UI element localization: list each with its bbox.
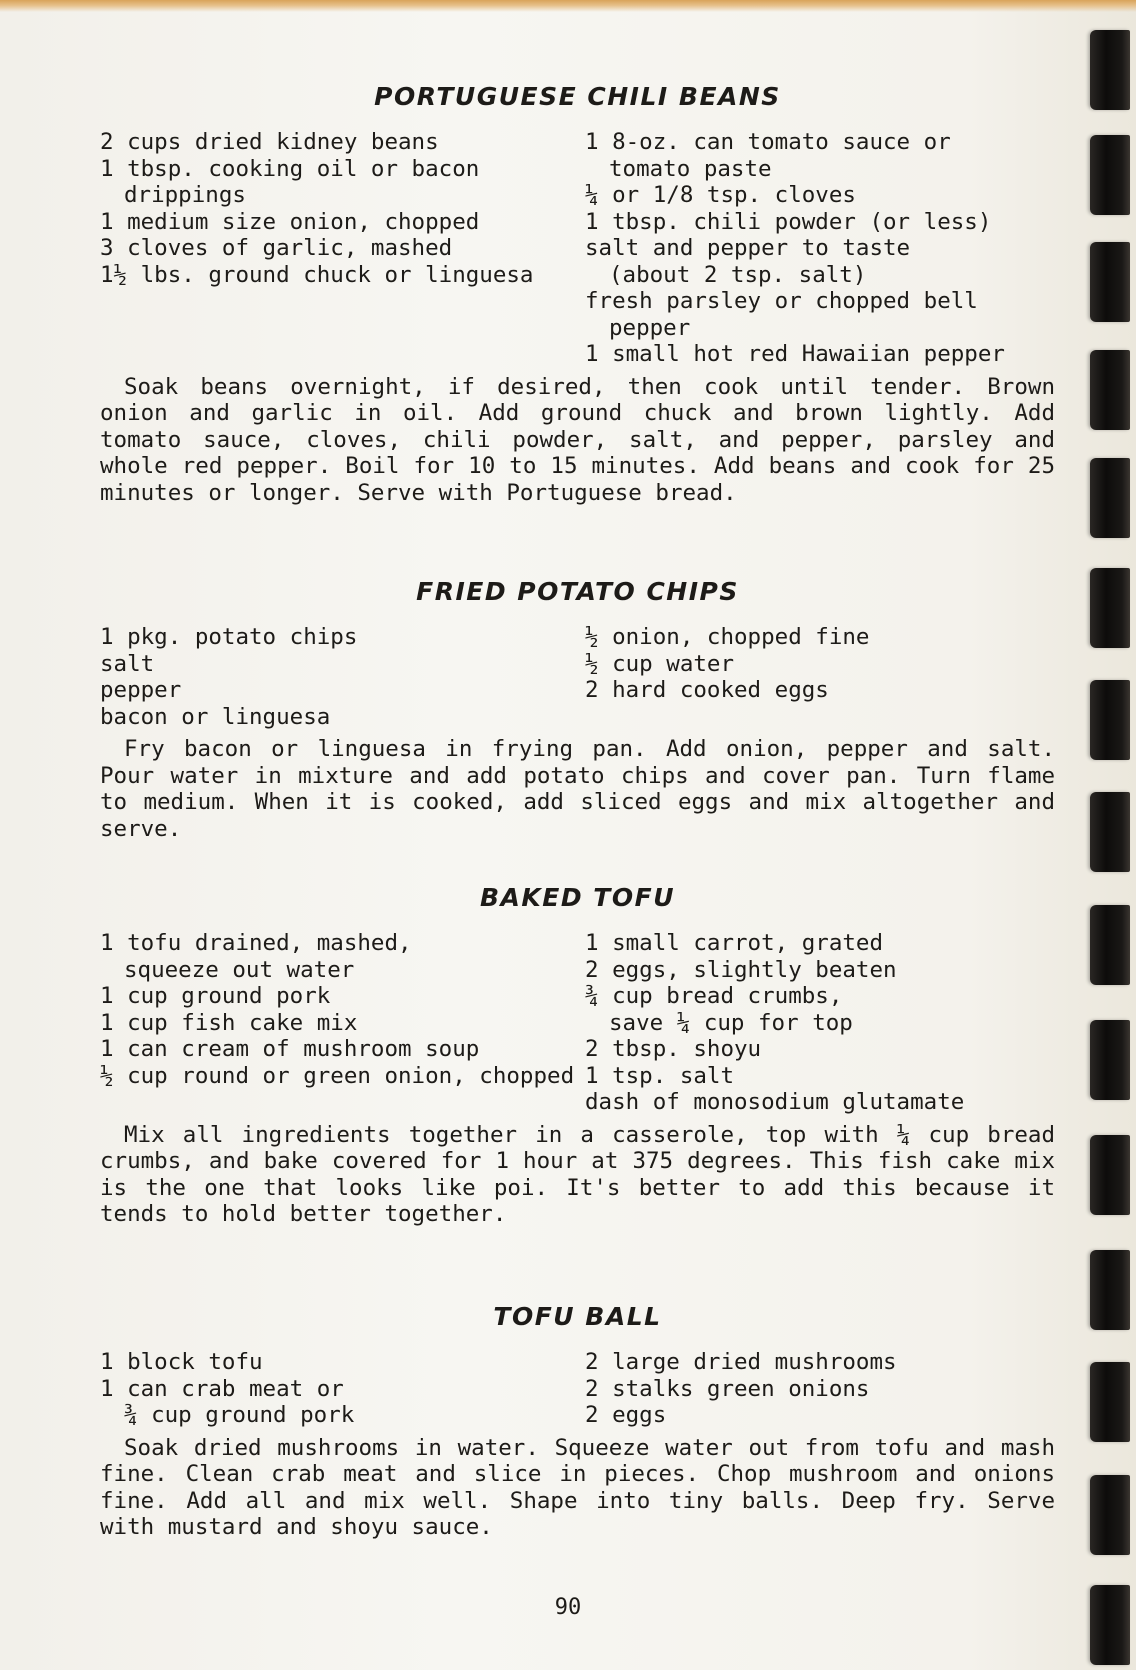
ingredient: ¼ or 1/8 tsp. cloves bbox=[585, 182, 856, 208]
ingredient: ¾ cup ground pork bbox=[124, 1402, 355, 1428]
spiral-binding bbox=[1066, 0, 1136, 1670]
ingredient: 1 pkg. potato chips bbox=[100, 624, 358, 650]
ingredient: 2 tbsp. shoyu bbox=[585, 1036, 762, 1062]
ingredient: 1 small hot red Hawaiian pepper bbox=[585, 341, 1005, 367]
ingredients-right bbox=[585, 129, 1055, 368]
recipe-title: BAKED TOFU bbox=[480, 883, 675, 912]
recipe-title: FRIED POTATO CHIPS bbox=[416, 577, 739, 606]
binding-ring bbox=[1090, 135, 1130, 215]
ingredient: pepper bbox=[100, 677, 182, 703]
ingredients-left bbox=[100, 624, 585, 730]
ingredients-right bbox=[585, 624, 1055, 730]
recipe-directions: Soak beans overnight, if desired, then cook until tender. Brown onion and garlic in oil. Add ground chuck and brown lightly. Add tomato sauce, cloves, chili powder, salt, and pepper, parsley and whole red pepper. Boil for 10 to 15 minutes. Add beans and cook for 25 minutes or longer. Serve with Portuguese bread. bbox=[100, 373, 1055, 506]
ingredient: 3 cloves of garlic, mashed bbox=[100, 235, 453, 261]
ingredient-columns bbox=[100, 129, 1055, 368]
ingredient: 2 cups dried kidney beans bbox=[100, 129, 439, 155]
ingredients-right bbox=[585, 1349, 1055, 1429]
ingredient: 1 can crab meat or bbox=[100, 1375, 344, 1402]
ingredient: 1 block tofu bbox=[100, 1349, 263, 1375]
ingredient: 1 8-oz. can tomato sauce or bbox=[585, 129, 951, 155]
ingredient: dash of monosodium glutamate bbox=[585, 1089, 965, 1115]
binding-ring bbox=[1090, 905, 1130, 985]
ingredient: tomato paste bbox=[609, 155, 772, 182]
recipe-portuguese-chili-beans bbox=[100, 82, 1055, 506]
ingredient: ¾ cup bread crumbs, bbox=[585, 983, 843, 1009]
recipe-fried-potato-chips bbox=[100, 577, 1055, 842]
ingredient: 1 medium size onion, chopped bbox=[100, 208, 480, 235]
ingredient: drippings bbox=[124, 182, 246, 208]
binding-ring bbox=[1090, 350, 1130, 430]
binding-ring bbox=[1090, 680, 1130, 760]
ingredient-columns bbox=[100, 1349, 1055, 1429]
ingredient: 1 cup fish cake mix bbox=[100, 1009, 358, 1036]
ingredient: 1 cup ground pork bbox=[100, 983, 331, 1009]
ingredient: salt and pepper to taste bbox=[585, 235, 911, 261]
ingredient-columns bbox=[100, 930, 1055, 1116]
ingredient: squeeze out water bbox=[124, 956, 355, 983]
ingredient: fresh parsley or chopped bell bbox=[585, 288, 978, 314]
binding-ring bbox=[1090, 242, 1130, 322]
binding-ring bbox=[1090, 1020, 1130, 1100]
ingredient: 1 tofu drained, mashed, bbox=[100, 930, 412, 956]
ingredient: (about 2 tsp. salt) bbox=[609, 261, 867, 288]
binding-ring bbox=[1090, 1250, 1130, 1330]
binding-ring bbox=[1090, 1475, 1130, 1555]
ingredient: 1 tbsp. chili powder (or less) bbox=[585, 208, 992, 235]
ingredient: 1½ lbs. ground chuck or linguesa bbox=[100, 261, 534, 288]
ingredients-left bbox=[100, 930, 585, 1116]
ingredient: 2 large dried mushrooms bbox=[585, 1349, 897, 1375]
ingredient: 1 tsp. salt bbox=[585, 1062, 735, 1089]
recipe-tofu-ball bbox=[100, 1302, 1055, 1541]
ingredients-left bbox=[100, 1349, 585, 1429]
binding-ring bbox=[1090, 568, 1130, 648]
recipe-directions: Soak dried mushrooms in water. Squeeze water out from tofu and mash fine. Clean crab meat and slice in pieces. Chop mushroom and onions fine. Add all and mix well. Shape into tiny balls. Deep fry. Serve with mustard and shoyu sauce. bbox=[100, 1434, 1055, 1540]
ingredient: ½ onion, chopped fine bbox=[585, 624, 870, 650]
recipe-title: PORTUGUESE CHILI BEANS bbox=[374, 82, 781, 111]
binding-ring bbox=[1090, 1362, 1130, 1442]
ingredient: 2 eggs, slightly beaten bbox=[585, 956, 897, 983]
ingredient: 1 tbsp. cooking oil or bacon bbox=[100, 155, 480, 182]
ingredient: 2 stalks green onions bbox=[585, 1375, 870, 1402]
ingredient: 1 can cream of mushroom soup bbox=[100, 1036, 480, 1062]
binding-ring bbox=[1090, 30, 1130, 110]
ingredient: pepper bbox=[609, 314, 691, 341]
binding-ring bbox=[1090, 1135, 1130, 1215]
binding-ring bbox=[1090, 792, 1130, 872]
ingredient: ½ cup round or green onion, chopped bbox=[100, 1062, 575, 1089]
recipe-baked-tofu bbox=[100, 883, 1055, 1228]
ingredient: 1 small carrot, grated bbox=[585, 930, 884, 956]
recipe-directions: Mix all ingredients together in a casserole, top with ¼ cup bread crumbs, and bake covered for 1 hour at 375 degrees. This fish cake mix is the one that looks like poi. It's better to add this because it tends to hold better together. bbox=[100, 1121, 1055, 1227]
recipe-title: TOFU BALL bbox=[493, 1302, 662, 1331]
page-top-edge bbox=[0, 0, 1136, 12]
ingredient: bacon or linguesa bbox=[100, 703, 331, 730]
recipe-directions: Fry bacon or linguesa in frying pan. Add onion, pepper and salt. Pour water in mixture and add potato chips and cover pan. Turn flame to medium. When it is cooked, add sliced eggs and mix altogether and serve. bbox=[100, 736, 1055, 842]
ingredient: 2 hard cooked eggs bbox=[585, 677, 829, 703]
ingredient: ½ cup water bbox=[585, 650, 735, 677]
ingredients-right bbox=[585, 930, 1055, 1116]
ingredients-left bbox=[100, 129, 585, 368]
ingredient: salt bbox=[100, 650, 155, 677]
binding-ring bbox=[1090, 458, 1130, 538]
page-number: 90 bbox=[554, 1595, 582, 1620]
ingredient-columns bbox=[100, 624, 1055, 730]
ingredient: save ¼ cup for top bbox=[609, 1009, 853, 1036]
ingredient: 2 eggs bbox=[585, 1402, 667, 1428]
